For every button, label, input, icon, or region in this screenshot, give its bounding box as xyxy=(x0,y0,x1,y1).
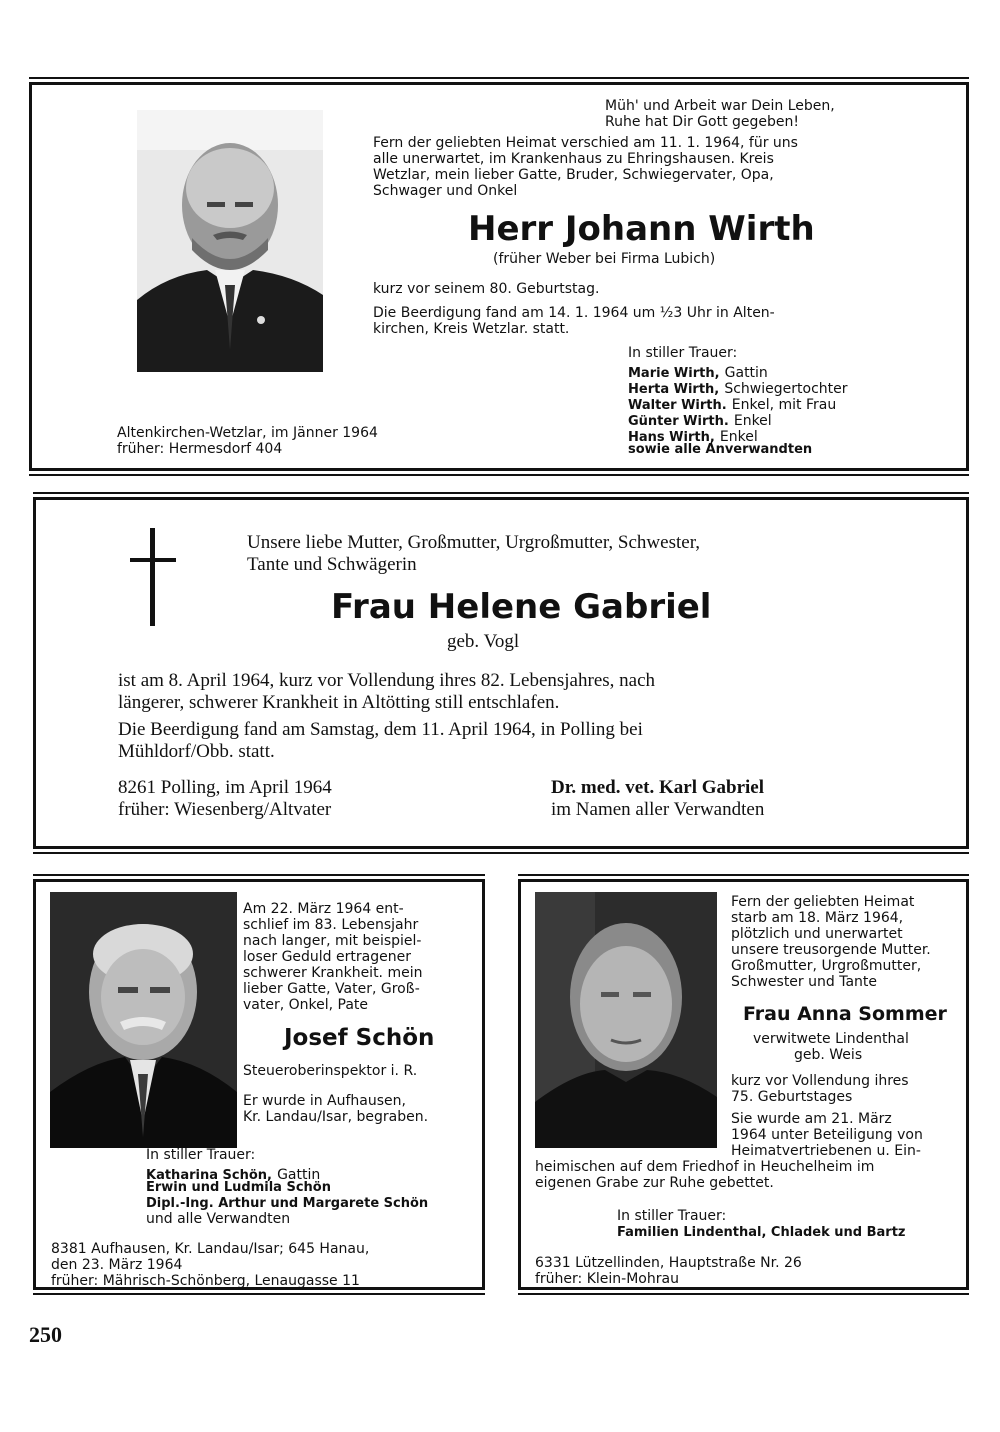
address-line-2: früher: Klein-Mohrau xyxy=(535,1271,679,1287)
mourner-relation: Schwiegertochter xyxy=(724,381,848,397)
intro-line-3: nach langer, mit beispiel- xyxy=(243,933,422,949)
intro-line-2: alle unerwartet, im Krankenhaus zu Ehringshausen. Kreis xyxy=(373,151,774,167)
portrait-photo-johann-wirth xyxy=(137,110,323,372)
burial-line-2: 1964 unter Beteiligung von xyxy=(731,1127,923,1143)
obituary-josef-schoen xyxy=(33,879,485,1290)
intro-line-2: starb am 18. März 1964, xyxy=(731,910,904,926)
mourners-closing: und alle Verwandten xyxy=(146,1211,291,1227)
age-line-1: kurz vor Vollendung ihres xyxy=(731,1073,909,1089)
funeral-line-1: Die Beerdigung fand am Samstag, dem 11. April 1964, in Polling bei xyxy=(118,719,643,740)
place-date: Altenkirchen-Wetzlar, im Jänner 1964 xyxy=(117,425,378,441)
mourning-heading: In stiller Trauer: xyxy=(617,1208,727,1224)
widow-line: verwitwete Lindenthal xyxy=(753,1031,909,1047)
signer-title: Dr. med. vet. xyxy=(551,777,655,798)
intro-line-1: Fern der geliebten Heimat xyxy=(731,894,915,910)
cross-icon xyxy=(130,528,176,626)
funeral-line-1: Die Beerdigung fand am 14. 1. 1964 um ½3 Uhr in Alten- xyxy=(373,305,775,321)
intro-line-6: Schwester und Tante xyxy=(731,974,877,990)
mourner-row: Dipl.-Ing. Arthur und Margarete Schön xyxy=(146,1196,429,1211)
mourners-closing: sowie alle Anverwandten xyxy=(628,442,813,457)
deceased-name: Herr Johann Wirth xyxy=(468,209,815,249)
mourner-relation: Enkel xyxy=(733,413,772,429)
deceased-name: Frau Helene Gabriel xyxy=(331,587,712,627)
address-line-2: den 23. März 1964 xyxy=(51,1257,183,1273)
intro-line-2: schlief im 83. Lebensjahr xyxy=(243,917,419,933)
age-line: kurz vor seinem 80. Geburtstag. xyxy=(373,281,600,297)
signer-name: Karl Gabriel xyxy=(659,777,765,798)
obituary-helene-gabriel xyxy=(33,497,969,849)
obituary-johann-wirth xyxy=(29,82,969,471)
address-line-1: 6331 Lützellinden, Hauptstraße Nr. 26 xyxy=(535,1255,802,1271)
intro-line-6: lieber Gatte, Vater, Groß- xyxy=(243,981,420,997)
mourner-name: Günter Wirth. xyxy=(628,414,729,429)
mourner-name: Walter Wirth. xyxy=(628,398,727,413)
birth-name: geb. Vogl xyxy=(447,631,520,652)
mourner-relation: Enkel, mit Frau xyxy=(731,397,837,413)
mourner-relation: Gattin xyxy=(724,365,768,381)
burial-line-1: Er wurde in Aufhausen, xyxy=(243,1093,406,1109)
mourner-row: Erwin und Ludmila Schön xyxy=(146,1180,331,1195)
burial-line-5: eigenen Grabe zur Ruhe gebettet. xyxy=(535,1175,774,1191)
intro-line-3: Wetzlar, mein lieber Gatte, Bruder, Schwiegervater, Opa, xyxy=(373,167,774,183)
mourner-name: Marie Wirth, xyxy=(628,366,720,381)
intro-line-5: schwerer Krankheit. mein xyxy=(243,965,423,981)
mourner-name: Herta Wirth, xyxy=(628,382,720,397)
intro-line-4: unsere treusorgende Mutter. xyxy=(731,942,931,958)
mourner-relation: Enkel xyxy=(719,429,758,445)
signer xyxy=(551,777,764,799)
body-line-1: ist am 8. April 1964, kurz vor Vollendung ihres 82. Lebensjahres, nach xyxy=(118,670,656,691)
mourning-families: Familien Lindenthal, Chladek und Bartz xyxy=(617,1225,906,1240)
address-line-1: 8381 Aufhausen, Kr. Landau/Isar; 645 Hanau, xyxy=(51,1241,370,1257)
deceased-title: Steueroberinspektor i. R. xyxy=(243,1063,418,1079)
former-address: früher: Hermesdorf 404 xyxy=(117,441,283,457)
mourning-heading: In stiller Trauer: xyxy=(146,1147,256,1163)
deceased-subtitle: (früher Weber bei Firma Lubich) xyxy=(493,251,716,267)
portrait-photo-anna-sommer xyxy=(535,892,717,1148)
intro-line-4: loser Geduld ertragener xyxy=(243,949,411,965)
mourning-heading: In stiller Trauer: xyxy=(628,345,738,361)
burial-line-4: heimischen auf dem Friedhof in Heuchelheim im xyxy=(535,1159,875,1175)
intro-line-2: Tante und Schwägerin xyxy=(247,554,417,575)
intro-line-7: vater, Onkel, Pate xyxy=(243,997,369,1013)
funeral-line-2: kirchen, Kreis Wetzlar. statt. xyxy=(373,321,570,337)
burial-line-3: Heimatvertriebenen u. Ein- xyxy=(731,1143,921,1159)
intro-line-1: Unsere liebe Mutter, Großmutter, Urgroßmutter, Schwester, xyxy=(247,532,701,553)
funeral-line-2: Mühldorf/Obb. statt. xyxy=(118,741,275,762)
deceased-name: Josef Schön xyxy=(284,1025,435,1051)
portrait-photo-josef-schoen xyxy=(50,892,237,1148)
age-line-2: 75. Geburtstages xyxy=(731,1089,853,1105)
address-line-3: früher: Mährisch-Schönberg, Lenaugasse 11 xyxy=(51,1273,360,1289)
signer-note: im Namen aller Verwandten xyxy=(551,799,765,820)
body-line-2: längerer, schwerer Krankheit in Altötting still entschlafen. xyxy=(118,692,560,713)
former-address: früher: Wiesenberg/Altvater xyxy=(118,799,332,820)
obituary-anna-sommer xyxy=(518,879,969,1290)
mourner-relation: Gattin xyxy=(277,1167,321,1183)
mourner-name: Hans Wirth, xyxy=(628,430,715,445)
burial-line-1: Sie wurde am 21. März xyxy=(731,1111,892,1127)
mourner-name: Katharina Schön, xyxy=(146,1168,272,1183)
intro-line-5: Großmutter, Urgroßmutter, xyxy=(731,958,922,974)
place-date: 8261 Polling, im April 1964 xyxy=(118,777,332,798)
intro-line-1: Fern der geliebten Heimat verschied am 11. 1. 1964, für uns xyxy=(373,135,798,151)
burial-line-2: Kr. Landau/Isar, begraben. xyxy=(243,1109,429,1125)
intro-line-1: Am 22. März 1964 ent- xyxy=(243,901,404,917)
page-number: 250 xyxy=(29,1322,62,1347)
motto-line-1: Müh' und Arbeit war Dein Leben, xyxy=(605,98,835,114)
intro-line-4: Schwager und Onkel xyxy=(373,183,518,199)
deceased-name: Frau Anna Sommer xyxy=(743,1003,947,1025)
intro-line-3: plötzlich und unerwartet xyxy=(731,926,903,942)
motto-line-2: Ruhe hat Dir Gott gegeben! xyxy=(605,114,800,130)
birth-name: geb. Weis xyxy=(794,1047,863,1063)
